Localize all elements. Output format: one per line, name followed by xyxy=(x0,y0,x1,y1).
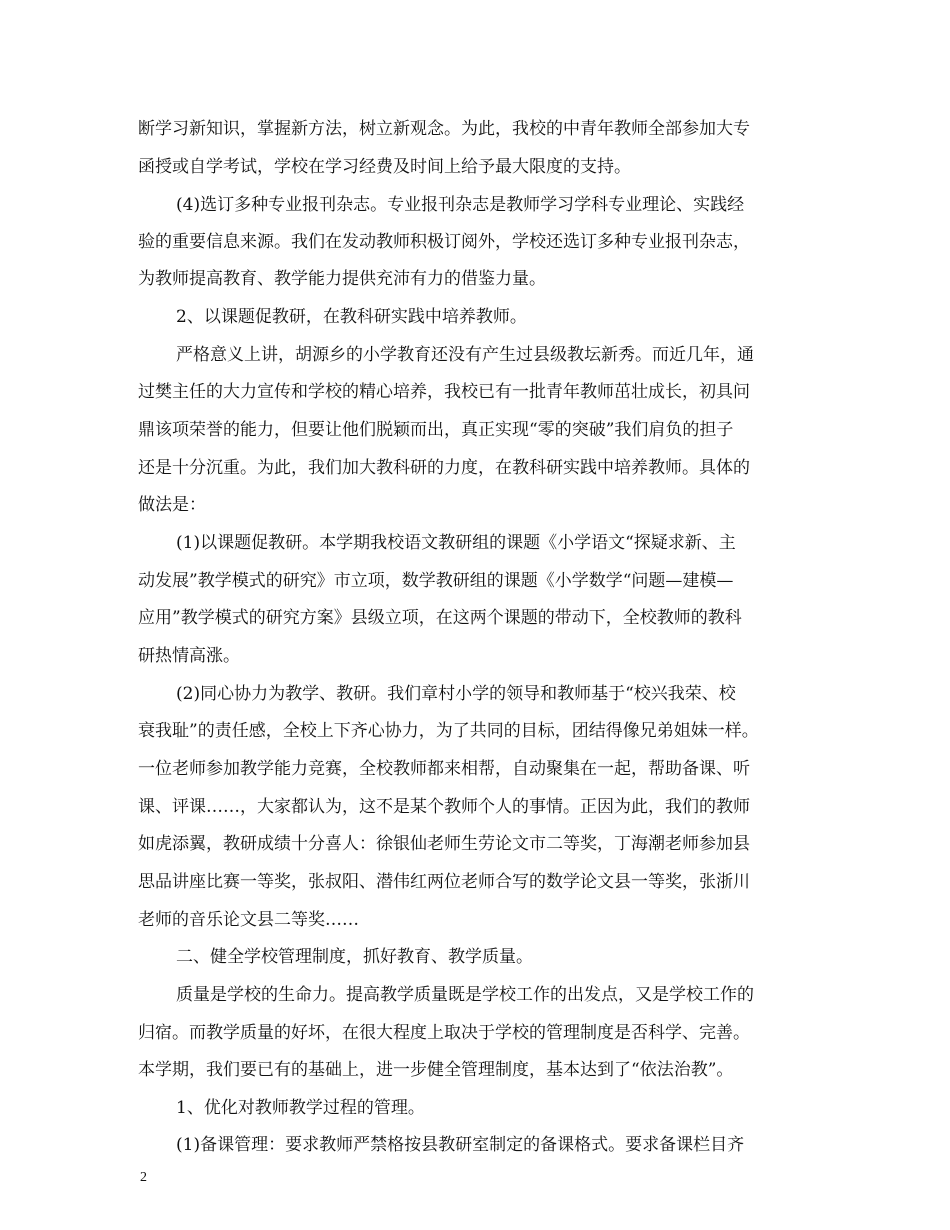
text-line: 本学期，我们要已有的基础上，进一步健全管理制度，基本达到了“依法治教”。 xyxy=(138,1060,734,1080)
text-line: 衰我耻”的责任感，全校上下齐心协力，为了共同的目标，团结得像兄弟姐妹一样。 xyxy=(138,721,759,741)
text-line: 动发展”教学模式的研究》市立项，数学教研组的课题《小学数学“问题—建模— xyxy=(138,571,734,591)
section-heading: 二、健全学校管理制度，抓好教育、教学质量。 xyxy=(176,947,533,967)
text-line: (4)选订多种专业报刊杂志。专业报刊杂志是教师学习学科专业理论、实践经 xyxy=(176,195,745,215)
text-line: 思品讲座比赛一等奖，张叔阳、潜伟红两位老师合写的数学论文县一等奖，张浙川 xyxy=(138,872,750,892)
text-line: 课、评课……，大家都认为，这不是某个教师个人的事情。正因为此，我们的教师 xyxy=(138,797,750,817)
text-line: 函授或自学考试，学校在学习经费及时间上给予最大限度的支持。 xyxy=(138,157,631,177)
text-line: (1)备课管理：要求教师严禁格按县教研室制定的备课格式。要求备课栏目齐 xyxy=(176,1135,745,1155)
text-line: 严格意义上讲，胡源乡的小学教育还没有产生过县级教坛新秀。而近几年，通 xyxy=(176,345,754,365)
text-line: 归宿。而教学质量的好坏，在很大程度上取决于学校的管理制度是否科学、完善。 xyxy=(138,1023,750,1043)
text-line: 质量是学校的生命力。提高教学质量既是学校工作的出发点，又是学校工作的 xyxy=(176,985,754,1005)
section-heading: 1、优化对教师教学过程的管理。 xyxy=(176,1098,425,1118)
text-line: 验的重要信息来源。我们在发动教师积极订阅外，学校还选订多种专业报刊杂志， xyxy=(138,232,750,252)
text-line: 过樊主任的大力宣传和学校的精心培养，我校已有一批青年教师茁壮成长，初具问 xyxy=(138,382,750,402)
text-line: (1)以课题促教研。本学期我校语文教研组的课题《小学语文“探疑求新、主 xyxy=(176,533,736,553)
text-line: 如虎添翼，教研成绩十分喜人：徐银仙老师生劳论文市二等奖，丁海潮老师参加县 xyxy=(138,834,750,854)
text-line: 应用”教学模式的研究方案》县级立项，在这两个课题的带动下，全校教师的教科 xyxy=(138,608,742,628)
text-line: 断学习新知识，掌握新方法，树立新观念。为此，我校的中青年教师全部参加大专 xyxy=(138,119,750,139)
text-line: 还是十分沉重。为此，我们加大教科研的力度，在教科研实践中培养教师。具体的 xyxy=(138,458,750,478)
text-line: (2)同心协力为教学、教研。我们章村小学的领导和教师基于“校兴我荣、校 xyxy=(176,684,736,704)
text-line: 老师的音乐论文县二等奖…… xyxy=(138,910,359,930)
text-line: 做法是： xyxy=(138,495,206,515)
text-line: 研热情高涨。 xyxy=(138,646,240,666)
page-number: 2 xyxy=(140,1170,147,1185)
section-heading: 2、以课题促教研，在教科研实践中培养教师。 xyxy=(176,307,527,327)
text-line: 一位老师参加教学能力竞赛，全校教师都来相帮，自动聚集在一起，帮助备课、听 xyxy=(138,759,750,779)
text-line: 鼎该项荣誉的能力，但要让他们脱颖而出，真正实现“零的突破”我们肩负的担子 xyxy=(138,420,734,440)
text-line: 为教师提高教育、教学能力提供充沛有力的借鉴力量。 xyxy=(138,269,546,289)
